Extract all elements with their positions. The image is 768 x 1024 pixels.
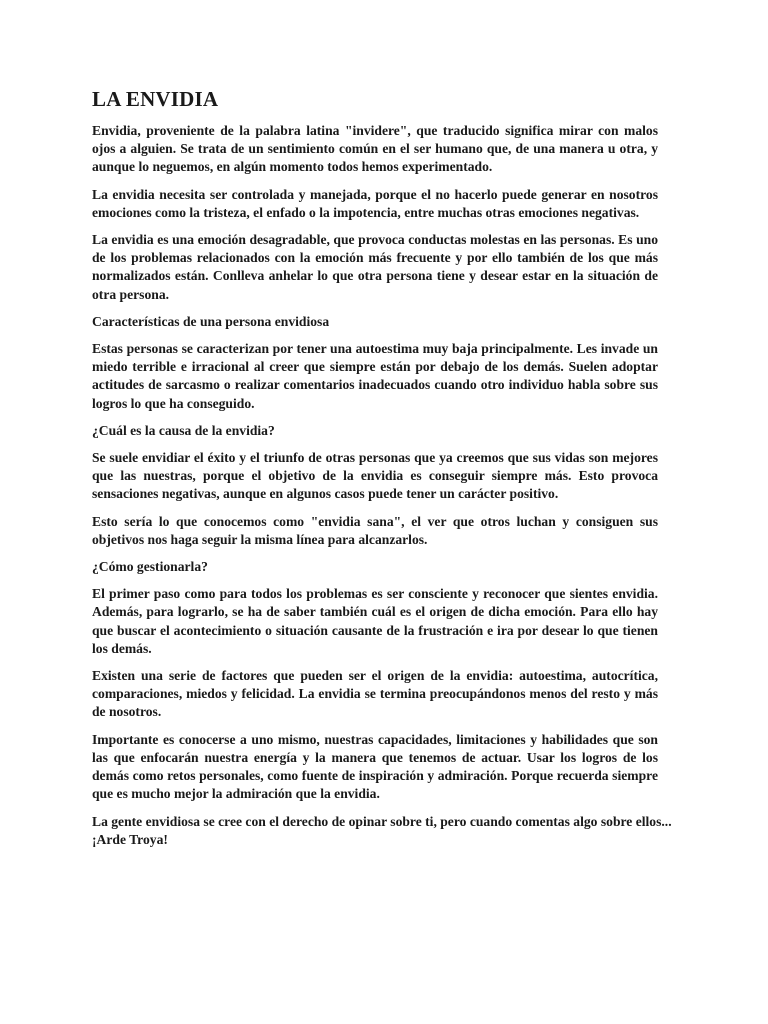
section-heading-cause: ¿Cuál es la causa de la envidia?: [92, 422, 275, 438]
paragraph-closing-quote: La gente envidiosa se cree con el derecho de opinar sobre ti, pero cuando comentas algo sobre ellos... ¡Arde Troya!: [92, 813, 672, 847]
paragraph-know-yourself: Importante es conocerse a uno mismo, nuestras capacidades, limitaciones y habilidades que son las que enfocarán nuestra energía y la manera que tenemos de actuar. Usar los logros de los demás como retos personales, como fuente de inspiración y admiración. Porque recuerda siempre que es mucho mejor la admiración que la envidia.: [92, 731, 658, 802]
paragraph-factors: Existen una serie de factores que pueden ser el origen de la envidia: autoestima, autocrítica, comparaciones, miedos y felicidad. La envidia se termina preocupándonos menos del resto y más de nosotros.: [92, 668, 658, 720]
paragraph-control: La envidia necesita ser controlada y manejada, porque el no hacerlo puede generar en nosotros emociones como la tristeza, el enfado o la impotencia, entre muchas otras emociones negativas.: [92, 186, 658, 220]
document-page: [92, 86, 672, 858]
paragraph-emotion: La envidia es una emoción desagradable, que provoca conductas molestas en las personas. Es uno de los problemas relacionados con la emoción más frecuente y por ello también de los que más normalizados están. Conlleva anhelar lo que otra persona tiene y desear estar en la situación de otra persona.: [92, 232, 658, 302]
paragraph-definition: Envidia, proveniente de la palabra latina "invidere", que traducido significa mirar con malos ojos a alguien. Se trata de un sentimiento común en el ser humano que, de una manera u otra, y aunque lo neguemos, en algún momento todos hemos experimentado.: [92, 123, 658, 175]
section-heading-characteristics: Características de una persona envidiosa: [92, 313, 330, 329]
paragraph-characteristics: Estas personas se caracterizan por tener una autoestima muy baja principalmente. Les invade un miedo terrible e irracional al creer que siempre están por debajo de los demás. Suelen adoptar actitudes de sarcasmo o realizar comentarios inadecuados cuando otro individuo habla sobre sus logros lo que ha conseguido.: [92, 341, 658, 411]
paragraph-healthy-envy: Esto sería lo que conocemos como "envidia sana", el ver que otros luchan y consiguen sus objetivos nos haga seguir la misma línea para alcanzarlos.: [92, 513, 658, 547]
section-heading-management: ¿Cómo gestionarla?: [92, 559, 208, 575]
paragraph-first-step: El primer paso como para todos los problemas es ser consciente y reconocer que sientes envidia. Además, para lograrlo, se ha de saber también cuál es el origen de dicha emoción. Para ello hay que buscar el acontecimiento o situación causante de la frustración e ira por desear lo que tienen los demás.: [92, 586, 658, 656]
document-title: LA ENVIDIA: [92, 87, 219, 111]
paragraph-cause: Se suele envidiar el éxito y el triunfo de otras personas que ya creemos que sus vidas son mejores que las nuestras, porque el objetivo de la envidia es conseguir siempre más. Esto provoca sensaciones negativas, aunque en algunos casos puede tener un carácter positivo.: [92, 450, 658, 502]
